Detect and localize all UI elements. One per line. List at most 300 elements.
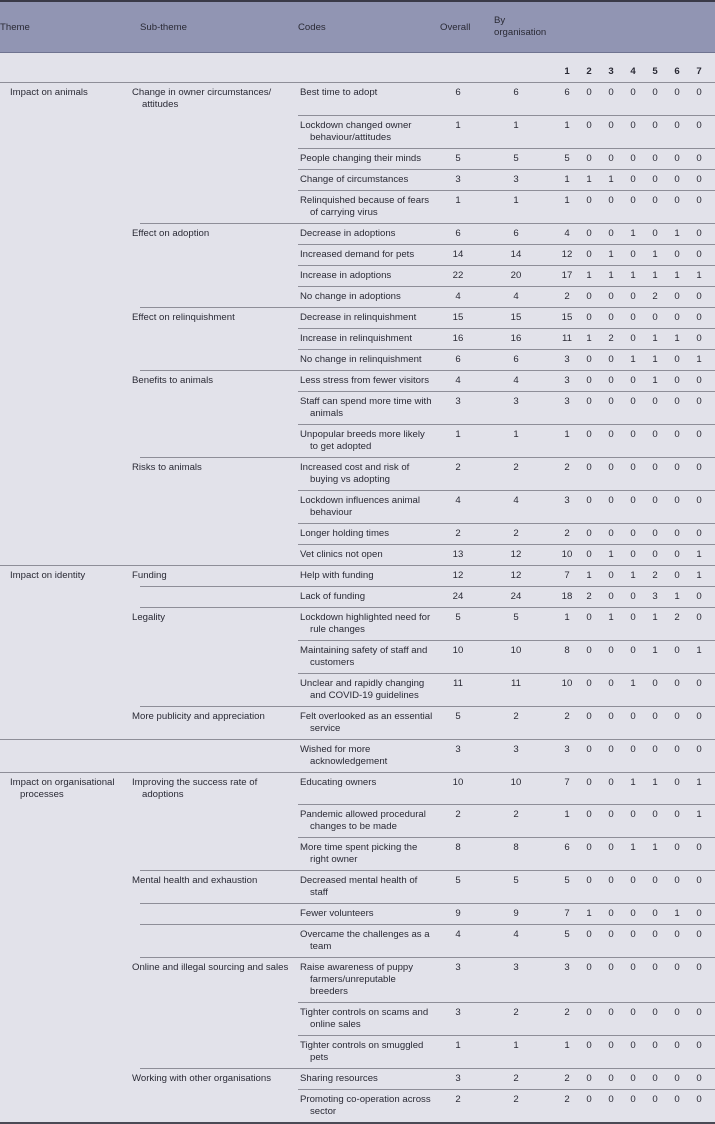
organisation-count-cell: 1 (644, 349, 666, 370)
row-end (710, 190, 715, 223)
row-end (710, 607, 715, 640)
organisation-count-cell: 1 (556, 607, 578, 640)
organisation-count-cell: 0 (688, 328, 710, 349)
theme-cell (0, 1069, 140, 1090)
sub-theme-cell (140, 586, 298, 607)
sub-theme-cell: Risks to animals (140, 457, 298, 490)
organisation-number: 2 (586, 66, 592, 77)
table-row (0, 904, 715, 925)
organisation-count-cell: 3 (556, 349, 578, 370)
organisation-count-cell: 0 (622, 190, 644, 223)
theme-cell (0, 607, 140, 640)
sub-theme-cell (140, 673, 298, 706)
code-cell: Decreased mental health of staff (298, 871, 440, 904)
header-codes: Codes (298, 1, 440, 53)
organisation-count-cell: 0 (600, 706, 622, 739)
organisation-count-cell: 3 (556, 370, 578, 391)
organisation-count-cell: 2 (556, 1003, 578, 1036)
organisation-count-cell: 2 (556, 523, 578, 544)
organisation-count-cell: 0 (688, 190, 710, 223)
organisation-count-cell: 0 (622, 586, 644, 607)
organisation-count-cell: 1 (556, 424, 578, 457)
row-end (710, 286, 715, 307)
by-organisation-cell: 2 (476, 1003, 556, 1036)
overall-cell: 9 (440, 904, 476, 925)
organisation-count-cell: 0 (644, 958, 666, 1003)
organisation-count-cell: 0 (622, 328, 644, 349)
table-row (0, 265, 715, 286)
theme-cell (0, 307, 140, 328)
overall-cell: 2 (440, 1090, 476, 1124)
organisation-count-cell: 0 (688, 607, 710, 640)
organisation-count-cell: 1 (556, 169, 578, 190)
organisation-count-cell: 0 (600, 223, 622, 244)
organisation-count-cell: 0 (644, 805, 666, 838)
code-cell: Unpopular breeds more likely to get adopted (298, 424, 440, 457)
header-by-organisation: By organisation (476, 1, 556, 53)
row-end (710, 904, 715, 925)
organisation-count-cell: 4 (556, 223, 578, 244)
organisation-count-cell: 0 (666, 190, 688, 223)
organisation-count-cell: 1 (622, 838, 644, 871)
organisation-count-cell: 0 (666, 490, 688, 523)
table-row (0, 673, 715, 706)
by-organisation-cell: 6 (476, 223, 556, 244)
overall-cell: 4 (440, 286, 476, 307)
overall-cell: 3 (440, 391, 476, 424)
overall-cell: 3 (440, 1003, 476, 1036)
organisation-count-cell: 0 (666, 115, 688, 148)
organisation-count-cell: 0 (688, 490, 710, 523)
theme-cell (0, 523, 140, 544)
by-organisation-cell: 3 (476, 391, 556, 424)
sub-theme-cell (140, 349, 298, 370)
organisation-count-cell: 0 (622, 115, 644, 148)
organisation-count-cell: 1 (600, 607, 622, 640)
organisation-count-cell: 3 (556, 490, 578, 523)
header-overall: Overall (440, 1, 476, 53)
theme-cell (0, 871, 140, 904)
by-organisation-cell: 10 (476, 772, 556, 805)
sub-theme-cell (140, 544, 298, 565)
organisation-count-cell: 0 (578, 457, 600, 490)
organisation-count-cell: 0 (688, 673, 710, 706)
theme-cell (0, 244, 140, 265)
code-cell: Increased cost and risk of buying vs adopting (298, 457, 440, 490)
code-cell: Less stress from fewer visitors (298, 370, 440, 391)
organisation-count-cell: 0 (688, 1036, 710, 1069)
theme-cell (0, 805, 140, 838)
organisation-count-cell: 0 (666, 1069, 688, 1090)
organisation-count-cell: 0 (666, 244, 688, 265)
organisation-count-cell: 0 (666, 958, 688, 1003)
organisation-count-cell: 0 (666, 1036, 688, 1069)
organisation-count-cell: 0 (688, 838, 710, 871)
table-row (0, 640, 715, 673)
row-end (710, 1090, 715, 1124)
sub-theme-cell: Mental health and exhaustion (140, 871, 298, 904)
sub-theme-cell: Change in owner circumstances/ attitudes (140, 83, 298, 116)
organisation-count-cell: 17 (556, 265, 578, 286)
organisation-count-cell: 6 (556, 838, 578, 871)
organisation-count-cell: 1 (688, 640, 710, 673)
organisation-count-cell: 0 (688, 424, 710, 457)
organisation-count-cell: 1 (688, 544, 710, 565)
row-end (710, 169, 715, 190)
sub-theme-cell (140, 190, 298, 223)
organisation-count-cell: 5 (556, 925, 578, 958)
organisation-count-cell: 0 (578, 607, 600, 640)
by-organisation-cell: 4 (476, 370, 556, 391)
overall-cell: 2 (440, 523, 476, 544)
overall-cell: 22 (440, 265, 476, 286)
by-organisation-cell: 14 (476, 244, 556, 265)
organisation-count-cell: 0 (600, 673, 622, 706)
organisation-count-cell: 1 (622, 565, 644, 586)
organisation-count-cell: 0 (666, 640, 688, 673)
organisation-count-cell: 0 (578, 349, 600, 370)
theme-cell (0, 673, 140, 706)
overall-cell: 5 (440, 706, 476, 739)
organisation-count-cell: 0 (644, 223, 666, 244)
organisation-count-cell: 0 (600, 1069, 622, 1090)
organisation-count-cell: 0 (578, 391, 600, 424)
organisation-count-cell: 0 (600, 958, 622, 1003)
organisation-count-cell: 1 (622, 349, 644, 370)
row-end (710, 457, 715, 490)
organisation-count-cell: 0 (622, 640, 644, 673)
overall-cell: 1 (440, 424, 476, 457)
by-organisation-cell: 1 (476, 115, 556, 148)
overall-cell: 8 (440, 838, 476, 871)
by-organisation-cell: 2 (476, 706, 556, 739)
organisation-count-cell: 0 (666, 1003, 688, 1036)
theme-cell (0, 328, 140, 349)
organisation-count-cell: 0 (600, 772, 622, 805)
organisation-count-cell: 2 (644, 565, 666, 586)
organisation-count-cell: 0 (578, 244, 600, 265)
organisation-count-cell: 0 (622, 370, 644, 391)
organisation-count-cell: 18 (556, 586, 578, 607)
organisation-count-cell: 0 (688, 286, 710, 307)
organisation-count-cell: 0 (622, 1036, 644, 1069)
header-theme: Theme (0, 1, 140, 53)
code-cell: Maintaining safety of staff and customers (298, 640, 440, 673)
code-cell: Overcame the challenges as a team (298, 925, 440, 958)
organisation-count-cell: 1 (688, 772, 710, 805)
organisation-count-cell: 0 (578, 673, 600, 706)
organisation-count-cell: 0 (578, 739, 600, 772)
code-cell: Decrease in adoptions (298, 223, 440, 244)
row-end (710, 391, 715, 424)
organisation-number: 1 (564, 66, 570, 77)
row-end (710, 490, 715, 523)
by-organisation-cell: 24 (476, 586, 556, 607)
organisation-count-cell: 0 (688, 115, 710, 148)
code-cell: Pandemic allowed procedural changes to be made (298, 805, 440, 838)
row-end (710, 1003, 715, 1036)
organisation-count-cell: 1 (556, 115, 578, 148)
organisation-count-cell: 0 (578, 286, 600, 307)
organisation-count-cell: 1 (600, 265, 622, 286)
code-cell: Promoting co-operation across sector (298, 1090, 440, 1124)
organisation-count-cell: 0 (600, 739, 622, 772)
by-organisation-cell: 11 (476, 673, 556, 706)
overall-cell: 10 (440, 772, 476, 805)
organisation-count-cell: 0 (578, 772, 600, 805)
code-cell: Lockdown highlighted need for rule changes (298, 607, 440, 640)
row-end (710, 871, 715, 904)
code-cell: Longer holding times (298, 523, 440, 544)
organisation-count-cell: 0 (666, 871, 688, 904)
sub-theme-cell (140, 838, 298, 871)
organisation-count-cell: 2 (556, 457, 578, 490)
code-cell: Wished for more acknowledgement (298, 739, 440, 772)
overall-cell: 4 (440, 490, 476, 523)
organisation-count-cell: 0 (666, 739, 688, 772)
theme-cell (0, 1003, 140, 1036)
organisation-count-cell: 0 (578, 544, 600, 565)
row-end (710, 565, 715, 586)
organisation-count-cell: 0 (600, 640, 622, 673)
organisation-count-cell: 0 (688, 523, 710, 544)
organisation-count-cell: 0 (688, 391, 710, 424)
sub-theme-cell (140, 1003, 298, 1036)
code-cell: Tighter controls on smuggled pets (298, 1036, 440, 1069)
sub-theme-cell (140, 244, 298, 265)
sub-theme-cell (140, 424, 298, 457)
organisation-number: 7 (696, 66, 702, 77)
organisation-count-cell: 0 (688, 307, 710, 328)
organisation-count-cell: 0 (578, 148, 600, 169)
overall-cell: 15 (440, 307, 476, 328)
organisation-count-cell: 0 (644, 83, 666, 116)
sub-theme-cell (140, 904, 298, 925)
theme-cell (0, 904, 140, 925)
organisation-count-cell: 1 (644, 265, 666, 286)
organisation-count-cell: 5 (556, 871, 578, 904)
code-cell: More time spent picking the right owner (298, 838, 440, 871)
theme-cell (0, 190, 140, 223)
sub-theme-cell (140, 739, 298, 772)
organisation-count-cell: 1 (644, 838, 666, 871)
organisation-count-cell: 2 (556, 286, 578, 307)
row-end (710, 838, 715, 871)
organisation-count-cell: 0 (578, 190, 600, 223)
organisation-count-cell: 0 (578, 523, 600, 544)
code-cell: Tighter controls on scams and online sales (298, 1003, 440, 1036)
sub-theme-cell (140, 640, 298, 673)
organisation-count-cell: 0 (644, 544, 666, 565)
organisation-count-cell: 0 (666, 673, 688, 706)
by-organisation-cell: 16 (476, 328, 556, 349)
overall-cell: 4 (440, 370, 476, 391)
code-cell: Change of circumstances (298, 169, 440, 190)
by-organisation-cell: 5 (476, 148, 556, 169)
overall-cell: 1 (440, 190, 476, 223)
sub-theme-cell (140, 115, 298, 148)
table-row (0, 1003, 715, 1036)
by-organisation-cell: 3 (476, 739, 556, 772)
row-end (710, 706, 715, 739)
row-end (710, 523, 715, 544)
organisation-count-cell: 0 (666, 391, 688, 424)
row-end (710, 925, 715, 958)
organisation-count-cell: 0 (622, 1069, 644, 1090)
organisation-count-cell: 0 (600, 1003, 622, 1036)
table-row (0, 544, 715, 565)
sub-theme-cell: More publicity and appreciation (140, 706, 298, 739)
by-organisation-cell: 10 (476, 640, 556, 673)
overall-cell: 5 (440, 148, 476, 169)
organisation-count-cell: 0 (600, 805, 622, 838)
table-row (0, 1036, 715, 1069)
theme-cell (0, 148, 140, 169)
organisation-count-cell: 15 (556, 307, 578, 328)
theme-cell (0, 739, 140, 772)
organisation-count-cell: 10 (556, 673, 578, 706)
organisation-count-cell: 0 (578, 307, 600, 328)
organisation-count-cell: 0 (622, 490, 644, 523)
code-cell: Lockdown influences animal behaviour (298, 490, 440, 523)
sub-theme-cell: Legality (140, 607, 298, 640)
sub-theme-cell (140, 391, 298, 424)
theme-cell: Impact on identity (0, 565, 140, 586)
organisation-count-cell: 0 (578, 925, 600, 958)
row-end (710, 424, 715, 457)
organisation-count-cell: 0 (688, 148, 710, 169)
organisation-count-cell: 0 (666, 457, 688, 490)
organisation-number-row (0, 53, 715, 83)
by-organisation-cell: 5 (476, 871, 556, 904)
overall-cell: 5 (440, 871, 476, 904)
organisation-count-cell: 0 (666, 565, 688, 586)
code-cell: No change in adoptions (298, 286, 440, 307)
sub-theme-cell: Funding (140, 565, 298, 586)
organisation-count-cell: 1 (600, 169, 622, 190)
organisation-count-cell: 1 (688, 805, 710, 838)
row-end (710, 115, 715, 148)
organisation-count-cell: 7 (556, 772, 578, 805)
organisation-count-cell: 1 (666, 328, 688, 349)
code-cell: Best time to adopt (298, 83, 440, 116)
organisation-count-cell: 0 (688, 169, 710, 190)
table-row (0, 772, 715, 805)
organisation-count-cell: 0 (644, 706, 666, 739)
organisation-number: 4 (630, 66, 636, 77)
table-row (0, 871, 715, 904)
theme-cell (0, 586, 140, 607)
organisation-count-cell: 0 (644, 739, 666, 772)
code-cell: Unclear and rapidly changing and COVID-19 guidelines (298, 673, 440, 706)
code-cell: Sharing resources (298, 1069, 440, 1090)
by-organisation-cell: 12 (476, 565, 556, 586)
organisation-count-cell: 1 (622, 772, 644, 805)
organisation-count-cell: 0 (666, 838, 688, 871)
table-row (0, 607, 715, 640)
table-row (0, 115, 715, 148)
organisation-count-cell: 0 (688, 223, 710, 244)
organisation-count-cell: 0 (578, 1003, 600, 1036)
row-end (710, 265, 715, 286)
theme-cell (0, 424, 140, 457)
theme-cell (0, 544, 140, 565)
organisation-count-cell: 0 (666, 370, 688, 391)
organisation-count-cell: 0 (666, 169, 688, 190)
table-row (0, 1090, 715, 1124)
organisation-count-cell: 0 (644, 523, 666, 544)
organisation-count-cell: 0 (600, 457, 622, 490)
table-row (0, 424, 715, 457)
sub-theme-cell: Working with other organisations (140, 1069, 298, 1090)
organisation-count-cell: 0 (578, 958, 600, 1003)
organisation-count-cell: 0 (666, 772, 688, 805)
organisation-count-cell: 0 (644, 871, 666, 904)
organisation-count-cell: 0 (600, 286, 622, 307)
organisation-count-cell: 0 (622, 148, 644, 169)
sub-theme-cell (140, 925, 298, 958)
organisation-count-cell: 0 (666, 544, 688, 565)
organisation-count-cell: 1 (688, 565, 710, 586)
organisation-count-cell: 0 (622, 925, 644, 958)
by-organisation-cell: 1 (476, 424, 556, 457)
by-organisation-cell: 4 (476, 925, 556, 958)
by-organisation-cell: 1 (476, 190, 556, 223)
organisation-count-cell: 1 (556, 1036, 578, 1069)
organisation-count-cell: 0 (644, 391, 666, 424)
organisation-count-cell: 0 (622, 83, 644, 116)
table-row (0, 349, 715, 370)
row-end (710, 640, 715, 673)
row-end (710, 772, 715, 805)
by-organisation-cell: 15 (476, 307, 556, 328)
organisation-count-cell: 0 (578, 424, 600, 457)
overall-cell: 6 (440, 83, 476, 116)
table-row (0, 286, 715, 307)
table-row (0, 925, 715, 958)
by-organisation-cell: 8 (476, 838, 556, 871)
row-end (710, 148, 715, 169)
row-end (710, 1069, 715, 1090)
code-cell: Relinquished because of fears of carrying virus (298, 190, 440, 223)
row-end (710, 223, 715, 244)
organisation-count-cell: 1 (600, 544, 622, 565)
theme-cell (0, 958, 140, 1003)
organisation-count-cell: 0 (622, 544, 644, 565)
organisation-count-cell: 1 (644, 640, 666, 673)
row-end (710, 349, 715, 370)
organisation-count-cell: 0 (644, 1003, 666, 1036)
organisation-number: 3 (608, 66, 614, 77)
table-row (0, 523, 715, 544)
organisation-count-cell: 0 (688, 958, 710, 1003)
organisation-count-cell: 0 (644, 925, 666, 958)
theme-cell (0, 640, 140, 673)
organisation-count-cell: 0 (622, 424, 644, 457)
organisation-count-cell: 0 (644, 148, 666, 169)
row-end (710, 739, 715, 772)
overall-cell: 11 (440, 673, 476, 706)
table-row (0, 739, 715, 772)
theme-cell (0, 169, 140, 190)
overall-cell: 2 (440, 457, 476, 490)
by-organisation-cell: 1 (476, 1036, 556, 1069)
organisation-count-cell: 0 (578, 490, 600, 523)
organisation-count-cell: 0 (622, 739, 644, 772)
organisation-number: 6 (674, 66, 680, 77)
theme-cell (0, 925, 140, 958)
organisation-count-cell: 1 (644, 772, 666, 805)
